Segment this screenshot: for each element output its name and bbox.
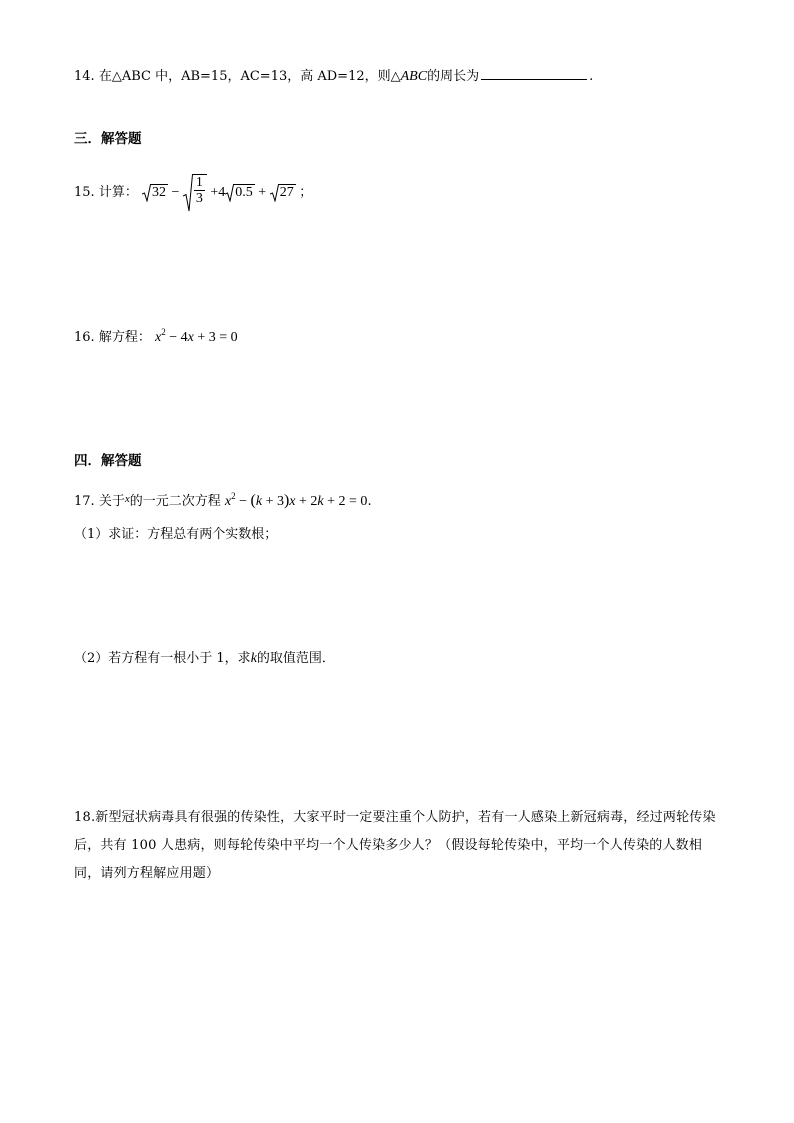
question-17 [74,487,372,511]
question-text-tail: 的一元二次方程 [129,494,221,509]
triangle-name: ABC [400,69,428,84]
question-15 [74,174,312,212]
question-text: 在△ABC 中，AB=15，AC=13，高 AD=12，则 [98,69,391,84]
variable-k: k [250,651,257,666]
radical-sign-icon [270,184,279,202]
part-text: （2）若方程有一根小于 1，求 [74,651,251,666]
section-heading: 三．解答题 [74,131,142,147]
triangle-symbol: △ [390,69,401,84]
question-text-tail: 的周长为 [427,69,480,84]
question-16 [74,323,238,347]
equation: $x^2 - (k + 3)x + 2k + 2 = 0$ [224,491,368,509]
sqrt-27: 27 [270,184,296,202]
radical-sign-icon [183,174,193,212]
question-14 [74,66,593,86]
sqrt-0-5: 0.5 [225,184,255,202]
question-end: . [367,494,372,509]
sqrt-fraction [183,174,207,212]
variable-x: x [124,493,130,505]
section-heading: 四．解答题 [74,453,142,469]
question-text: 关于 [98,494,125,509]
question-end: ； [299,185,313,201]
question-17-part-2 [74,650,335,668]
question-number: 17. [74,494,95,509]
question-label: 解方程： [98,330,151,345]
question-end: . [589,69,594,84]
equation: $x^2 - 4x + 3 = 0$ [154,327,238,345]
question-label: 计算： [98,185,138,201]
question-number: 15. [74,185,95,201]
radical-sign-icon [142,184,151,202]
question-18: 18.新型冠状病毒具有很强的传染性，大家平时一定要注重个人防护，若有一人感染上新冠病毒，经过两轮传染后，共有 100 人患病，则每轮传染中平均一个人传染多少人？（假设每轮传染中，平均一个人传染的人数相同，请列方程解应用题） [74,810,716,881]
expression: 32 − $\frac{1}{3}$ +4 0.5 + 27 [142,185,299,200]
radical-sign-icon [225,184,234,202]
question-number: 14. [74,69,95,84]
question-number: 16. [74,330,95,345]
part-text-tail: 的取值范围． [256,651,335,666]
sqrt-32: 32 [142,184,168,202]
fraction-one-third: $\frac{1}{3}$ [195,175,203,206]
answer-blank [481,66,587,80]
question-17-part-1: （1）求证：方程总有两个实数根； [74,527,278,542]
